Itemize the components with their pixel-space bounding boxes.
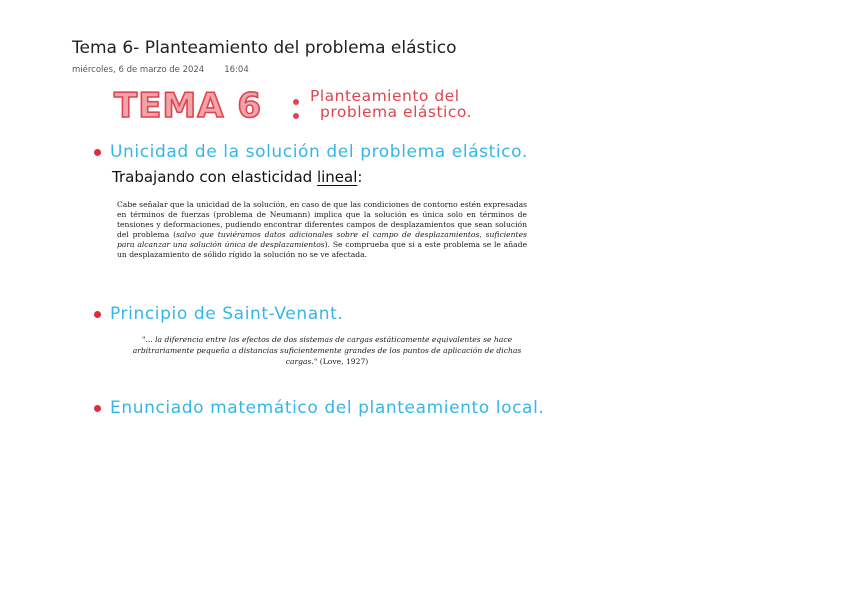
tema-colon [292, 88, 302, 124]
unicidad-paragraph [117, 200, 527, 260]
page-time: 16:04 [224, 65, 249, 75]
bullet-dot [94, 311, 101, 318]
section-heading-enunciado: Enunciado matemático del planteamiento local. [110, 398, 545, 418]
section-saint-venant [94, 304, 343, 324]
section-unicidad [94, 142, 528, 162]
tema-big-label: TEMA 6 [114, 86, 263, 126]
page-date: miércoles, 6 de marzo de 2024 [72, 65, 205, 75]
quote-text: "... la diferencia entre los efectos de dos sistemas de cargas estáticamente equivalentes se hace arbitrariamente pequeña a distancias suficientemente grandes de los puntos de aplicación de dichas cargas." [132, 335, 522, 366]
saint-venant-quote [117, 334, 537, 367]
tema-subtitle-line2: problema elástico. [320, 103, 473, 121]
section-heading-unicidad: Unicidad de la solución del problema elástico. [110, 142, 528, 162]
tema-subtitle-line1: Planteamiento del [310, 87, 460, 105]
subheading-part-b: lineal [316, 168, 358, 186]
section-enunciado [94, 398, 544, 418]
bullet-dot [94, 405, 101, 412]
tema-subtitle [310, 88, 472, 120]
page-title[interactable]: Tema 6- Planteamiento del problema elástico [72, 38, 457, 58]
quote-ref: (Love, 1927) [317, 357, 369, 366]
subheading-part-a: Trabajando con elasticidad [112, 168, 317, 186]
section-heading-saint-venant: Principio de Saint-Venant. [110, 304, 344, 324]
tema-banner [114, 86, 534, 126]
para-text-b: ). Se comprueba que si a este problema se le añade un desplazamiento de sólido rígido la solución no se ve afectada. [117, 240, 527, 259]
para-text-italic: salvo que tuviéramos datos adicionales sobre el campo de desplazamientos, suficientes para alcanzar una solución única de desplazamientos [117, 230, 527, 249]
subheading-part-c: : [357, 168, 363, 186]
para-text-a: Cabe señalar que la unicidad de la solución, en caso de que las condiciones de contorno estén expresadas en términos de fuerzas (problema de Neumann) implica que la solución es única solo en términos de tensiones y deformaciones, pudiendo encontrar diferentes campos de desplazamientos que sean solución del problema ( [117, 200, 527, 239]
subheading-elasticidad-lineal [112, 168, 362, 186]
page-meta [72, 65, 249, 75]
bullet-dot [94, 149, 101, 156]
